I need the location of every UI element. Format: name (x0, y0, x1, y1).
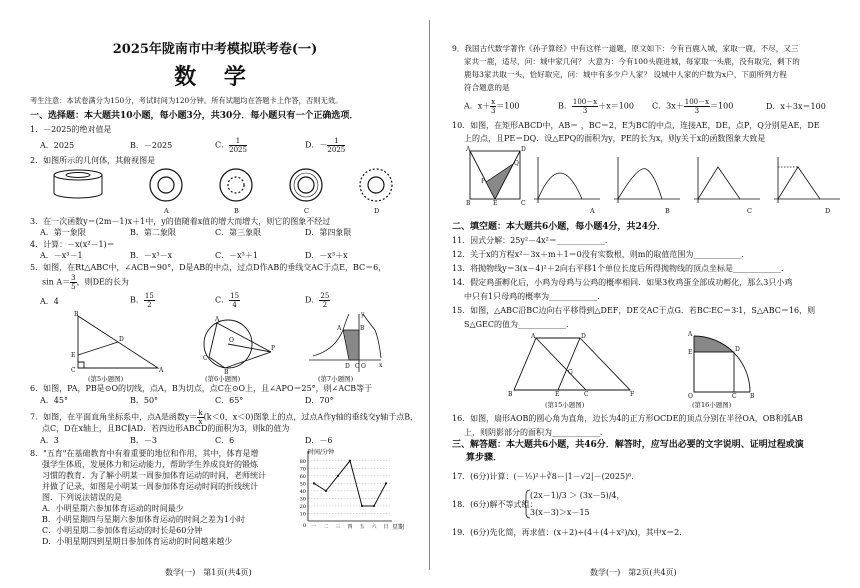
svg-text:C: C (584, 391, 589, 398)
left-page-footer: 数学(一) 第1页(共4页) (165, 568, 252, 577)
fig7-caption: (第7小题图) (318, 375, 354, 383)
q5-option-b: B． $\frac{15}{2}$ (130, 292, 154, 309)
svg-text:E: E (555, 391, 560, 398)
q13: 13．将抛物线y＝3(x－4)²＋2向右平移1个单位长度后所得抛物线的顶点坐标是____________． (452, 264, 790, 273)
svg-text:A: A (159, 367, 164, 374)
chart-data-point (349, 460, 351, 462)
q1-stem: 1．－2025的绝对值是 (30, 125, 112, 134)
fig15-caption: (第15小题图) (545, 401, 585, 409)
svg-text:B: B (224, 369, 229, 376)
fig5-caption: (第5小题图) (88, 375, 124, 383)
svg-text:A: A (688, 331, 693, 338)
q16-line-1: 16．如图，扇形AOB的圆心角为直角，边长为4的正方形OCDE的顶点分别在半径OA，OB和弧AB (452, 414, 803, 423)
q10-label-d: D (825, 207, 831, 215)
svg-text:D: D (521, 146, 526, 153)
svg-text:C: C (521, 200, 526, 207)
chart-x-tick-label: 二 (323, 524, 329, 530)
q8-line-chart (292, 447, 407, 533)
q16-line-2: 上，则阴影部分的面积为____________． (464, 428, 608, 437)
q2-label-d: D (374, 207, 380, 215)
q4-option-d: D．－x³＋x (305, 251, 348, 260)
section-3-heading: 三、解答题：本大题共6小题，共46分．解答时，应写出必要的文字说明、证明过程或演 (452, 440, 804, 450)
q6-option-a: A．45° (40, 396, 68, 405)
chart-y-axis-label: 时间/分钟 (308, 449, 335, 456)
q1-option-d: D．－ $\frac{1}{2025}$ (305, 137, 346, 154)
fig16-sector (688, 330, 758, 398)
q8-line-4: 并做了记录，如图是小明某一周参加体育运动时间的折线统计 (42, 482, 258, 491)
q10-graph-d (774, 157, 840, 203)
q10-line-2: 上的点，且PE＝DQ．设△EPQ的面积为y，PE的长为x，则y关于x的函数图象大致是 (464, 134, 766, 143)
chart-y-tick-label: 20 (299, 503, 306, 510)
q2-option-c-figure (290, 169, 322, 201)
q5-stem-line2: sin A＝ $\frac{3}{5}$ ，则DE的长为 (42, 274, 129, 291)
q9-option-c: C．3x＋ $\frac{100-x}{3}$ ＝100 (652, 98, 734, 115)
q15-line-2: S△GEC的值为____________． (464, 320, 574, 329)
q8-option-d: D．小明星期四到星期日参加体育运动的时间越来越少 (42, 537, 233, 546)
q9-line-3: 鹿每3家共取一头，恰好取完，问：城中有多少户人家？ 设城中人家的户数为x户，下面所列方程 (464, 70, 787, 79)
svg-text:G: G (568, 369, 573, 376)
section-1-heading: 一、选择题：本大题共10小题，每小题3分，共30分．每小题只有一个正确选项． (30, 111, 359, 121)
q7-option-a: A．3 (40, 436, 59, 445)
q14-line-1: 14．假定鸡蛋孵化后，小鸡为母鸡与公鸡的概率相同．如果3枚鸡蛋全部成功孵化，那么3只小鸡 (452, 278, 793, 287)
q3-stem: 3．在一次函数y＝(2m－1)x＋1中，y的值随着x值的增大而增大，则它的图象不经过 (30, 217, 331, 226)
q3-option-a: A．第一象限 (40, 228, 86, 237)
q9-option-d: D．x＋3x＝100 (766, 102, 826, 111)
svg-text:B: B (508, 391, 513, 398)
fig7-coordinate (305, 310, 385, 374)
svg-text:A: A (531, 333, 536, 340)
svg-text:D: D (345, 363, 350, 370)
q9-line-1: 9．我国古代数学著作《孙子算经》中有这样一道题，原文如下：今有百鹿入城，家取一鹿，不尽，又三 (452, 44, 799, 53)
q10-graph-a (534, 157, 600, 203)
chart-x-tick-label: 四 (347, 524, 353, 530)
q7-option-d: D．－6 (305, 436, 333, 445)
svg-text:D: D (735, 346, 740, 353)
q8-line-2: 强学生体质，发展体力和运动能力，帮助学生养成良好的锻炼 (42, 460, 258, 469)
q1-option-b: B．－2025 (130, 141, 173, 150)
fig6-circle (195, 312, 275, 374)
q1-option-c: C． $\frac{1}{2025}$ (215, 137, 247, 154)
svg-text:D: D (581, 333, 586, 340)
q3-option-d: D．第四象限 (305, 228, 352, 237)
svg-text:Q: Q (514, 160, 519, 167)
svg-text:E: E (688, 349, 693, 356)
svg-text:x: x (379, 362, 383, 369)
q14-line-2: 中只有1只母鸡的概率为____________． (464, 292, 606, 301)
q10-label-c: C (747, 207, 752, 215)
fig6-caption: (第6小题图) (205, 375, 241, 383)
svg-text:C: C (203, 355, 208, 362)
q10-graph-c (694, 157, 760, 203)
q11: 11．因式分解：25y²－4x²＝____________． (452, 236, 613, 245)
chart-y-tick-label: 60 (299, 473, 306, 480)
svg-text:A: A (337, 325, 342, 332)
svg-text:B: B (750, 393, 755, 400)
chart-x-tick-label: 五 (359, 524, 365, 530)
chart-x-tick-label: 三 (335, 524, 341, 530)
q18-system-line-2: 3(x－3)＞x－15 (530, 508, 590, 517)
exam-notice: 考生注意：本试卷满分为150分，考试时间为120分钟。所有试题均在答题卡上作答，否则无效。 (30, 96, 343, 105)
q6-option-c: C．65° (215, 396, 244, 405)
q10-rectangle-figure (466, 147, 524, 205)
q2-option-b-figure (220, 169, 252, 201)
q5-option-d: D． $\frac{25}{2}$ (305, 292, 330, 309)
svg-text:D: D (119, 336, 124, 343)
chart-y-tick-label: 40 (299, 488, 306, 495)
q1-option-a: A．2025 (40, 141, 75, 150)
svg-text:O: O (229, 337, 234, 344)
q2-solid-figure (54, 170, 102, 198)
fig16-caption: (第16小题图) (692, 401, 732, 409)
q12: 12．关于x的方程x²－3x＋m＋1＝0没有实数根，则m的取值范围为____________． (452, 250, 750, 259)
q10-label-b: B (665, 207, 670, 215)
q5-option-a: A．4 (40, 297, 59, 306)
q2-figures (38, 167, 398, 207)
q4-option-c: C．－x³＋1 (215, 251, 258, 260)
q18-brace (523, 489, 531, 519)
q2-label-a: A (164, 207, 169, 215)
svg-text:A: A (466, 146, 471, 153)
svg-text:E: E (71, 352, 76, 359)
chart-x-tick-label: 六 (371, 524, 377, 530)
q8-option-b: B．小明星期四与星期六参加体育运动的时间之差为1小时 (42, 515, 245, 524)
chart-origin-label: 0 (302, 523, 306, 529)
chart-x-axis-label: 星期 (392, 524, 405, 531)
chart-y-tick-label: 50 (299, 481, 306, 488)
chart-y-tick-label: 10 (299, 511, 306, 518)
fig16-shaded-region (694, 336, 734, 352)
q8-line-3: 习惯的教育．为了解小明某一周参加体育运动的时间，老师统计 (42, 471, 266, 480)
q7-stem-line2: 点C，D在x轴上，且BC∥AD．若四边形ABCD的面积为3，则k的值为 (42, 424, 290, 433)
q7-stem: 7．如图，在平面直角坐标系中，点A是函数y＝ $\frac{k}{x}$ (k＜0，x＜0)图象上的点，过点A作y轴的垂线交y轴于点B， (30, 409, 419, 426)
right-page-footer: 数学(一) 第2页(共4页) (590, 568, 677, 577)
q6-option-b: B．50° (130, 396, 159, 405)
svg-text:F: F (630, 391, 635, 398)
svg-text:O: O (688, 393, 693, 400)
svg-text:P: P (481, 178, 486, 185)
section-2-heading: 二、填空题：本大题共6小题，每小题4分，共24分． (452, 222, 667, 232)
right-page (430, 0, 860, 588)
q10-label-a: A (590, 207, 595, 215)
chart-x-tick-label: 一 (311, 524, 317, 530)
svg-text:O: O (361, 363, 366, 370)
q18-system-line-1: (2x－1)/3 ＞ (3x－5)/4， (530, 491, 625, 500)
chart-data-point (385, 482, 387, 484)
svg-text:C: C (355, 363, 360, 370)
chart-data-point (361, 505, 363, 507)
q18: 18．(6分)解不等式组： (452, 500, 538, 509)
q8-option-a: A．小明星期六参加体育运动的时间最少 (42, 504, 184, 513)
q7-option-c: C．6 (215, 436, 235, 445)
q5-option-c: C． $\frac{15}{4}$ (215, 292, 240, 309)
section-3-heading-line2: 算步骤． (466, 453, 503, 463)
svg-text:P: P (271, 345, 276, 352)
q7-option-b: B．－3 (130, 436, 157, 445)
q2-stem: 2．如图所示的几何体，其俯视图是 (30, 156, 156, 165)
chart-y-tick-label: 80 (299, 458, 306, 465)
fig15-triangles (506, 334, 646, 398)
q3-option-c: C．第三象限 (215, 228, 262, 237)
q8-line-1: 8．"五育"在基础教育中有着重要的地位和作用，其中，体育是增 (30, 449, 259, 458)
q3-option-b: B．第二象限 (130, 228, 176, 237)
q10-graph-options (530, 155, 850, 205)
svg-text:C: C (71, 367, 76, 374)
q6-option-d: D．70° (305, 396, 334, 405)
q8-line-5: 图．下列说法错误的是 (42, 493, 122, 502)
chart-data-point (325, 490, 327, 492)
q5-stem: 5．如图，在Rt△ABC中，∠ACB＝90°，D是AB的中点，过点D作AB的垂线交AC于点E，BC＝6， (30, 263, 387, 272)
q8-option-c: C．小明星期二参加体育运动的时长是60分钟 (42, 526, 203, 535)
q9-option-a: A．x＋ $\frac{x}{3}$ ＝100 (464, 98, 520, 115)
chart-y-tick-label: 70 (299, 466, 306, 473)
chart-y-tick-label: 30 (299, 496, 306, 503)
subject-title: 数 学 (174, 64, 256, 90)
fig5-triangle (60, 310, 170, 372)
q9-line-2: 家共一鹿，适尽，问：城中家几何？ 大意为：今有100头鹿进城，每家取一头鹿，没有取完，剩下的 (464, 57, 800, 66)
svg-text:A: A (215, 316, 220, 323)
q10-graph-b (614, 157, 680, 203)
q4-option-b: B．－x³－x (130, 251, 173, 260)
q9-line-4: 符合题意的是 (464, 83, 510, 92)
svg-text:B: B (466, 200, 471, 207)
exam-title: 2025年陇南市中考模拟联考卷(一) (112, 42, 318, 57)
q15-line-1: 15．如图，△ABC沿BC边向右平移得到△DEF，DE交AC于点G．若BC∶EC＝3∶1，S△ABC＝16，则 (452, 306, 816, 315)
q4-stem: 4．计算：－x(x²－1)＝ (30, 240, 115, 249)
svg-text:B: B (74, 311, 79, 318)
q2-label-b: B (234, 207, 239, 215)
svg-text:B: B (360, 325, 365, 332)
q6-stem: 6．如图，PA，PB是⊙O的切线，点A，B为切点，点C在⊙O上，且∠APO＝25°，则∠ACB等于 (30, 384, 373, 393)
chart-data-point (373, 505, 375, 507)
q17: 17．(6分)计算：(－½)²＋∛8－|1－√2|－(2025)⁰． (452, 472, 640, 481)
q4-option-a: A．－x³－1 (40, 251, 83, 260)
svg-text:E: E (493, 200, 498, 207)
svg-text:y: y (361, 311, 365, 318)
q9-option-b: B． $\frac{100-x}{3}$ ＋x＝100 (558, 98, 634, 115)
chart-data-point (313, 482, 315, 484)
chart-x-tick-label: 日 (383, 524, 389, 530)
q19: 19．(6分)先化简，再求值：(x＋2)÷(4＋(4＋x²)/x)，其中x＝2． (452, 528, 688, 537)
svg-text:C: C (732, 393, 737, 400)
q2-option-a-figure (150, 169, 182, 201)
q10-line-1: 10．如图，在矩形ABCD中，AB＝ ，BC＝2，E为BC的中点，连接AE，DE，点P，Q分别是AE，DE (452, 121, 820, 130)
q2-option-d-figure (360, 169, 392, 201)
chart-data-point (337, 475, 339, 477)
q2-label-c: C (304, 207, 309, 215)
fig7-shaded-quadrilateral (343, 330, 359, 360)
